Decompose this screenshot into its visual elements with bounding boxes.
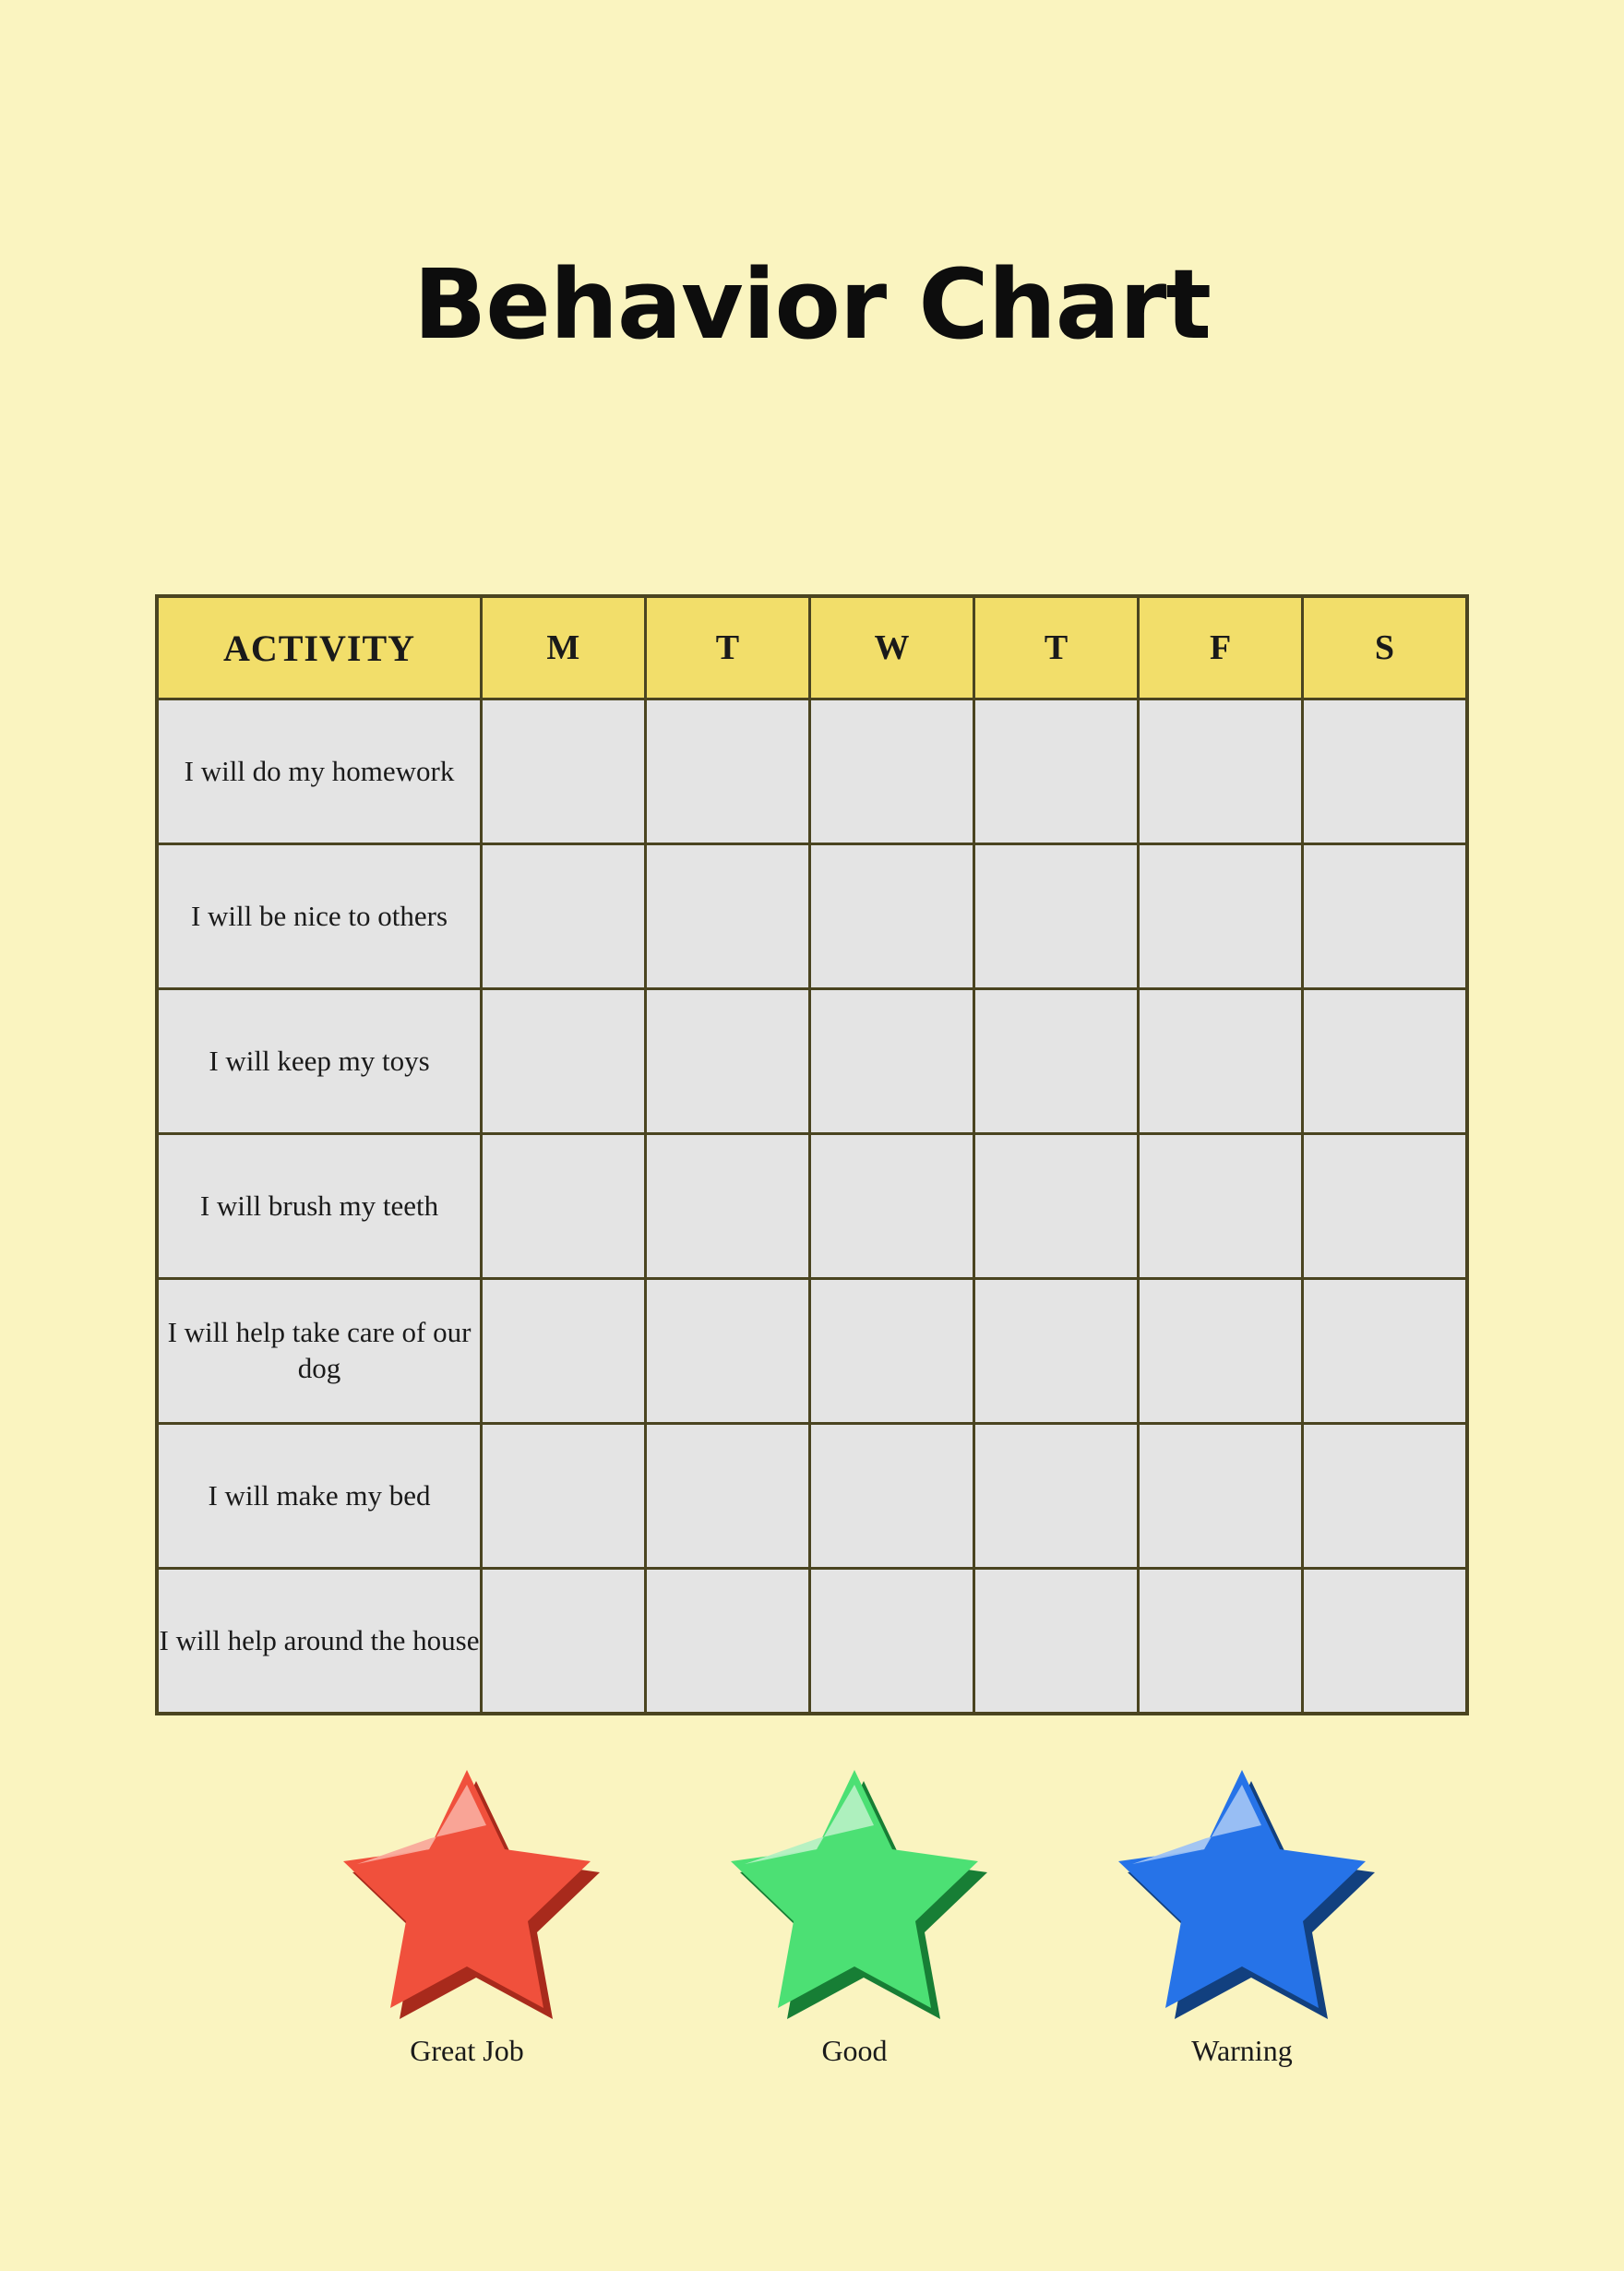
legend-item-great-job (273, 1753, 661, 2068)
mark-cell[interactable] (646, 989, 810, 1134)
table-header-row (157, 596, 1467, 699)
mark-cell[interactable] (1303, 844, 1467, 989)
table-header (157, 596, 1467, 699)
mark-cell[interactable] (1139, 844, 1303, 989)
mark-cell[interactable] (810, 1569, 974, 1715)
mark-cell[interactable] (646, 1279, 810, 1424)
mark-cell[interactable] (810, 699, 974, 844)
mark-cell[interactable] (482, 1134, 646, 1279)
mark-cell[interactable] (482, 844, 646, 989)
mark-cell[interactable] (1139, 1134, 1303, 1279)
mark-cell[interactable] (974, 1424, 1139, 1569)
mark-cell[interactable] (1139, 989, 1303, 1134)
legend (155, 1753, 1469, 2068)
mark-cell[interactable] (974, 844, 1139, 989)
legend-label: Warning (1191, 2034, 1293, 2067)
behavior-table-container (155, 594, 1469, 1715)
column-header-wednesday: W (810, 596, 974, 699)
page-title: Behavior Chart (413, 248, 1211, 361)
mark-cell[interactable] (810, 1279, 974, 1424)
activity-label: I will keep my toys (157, 989, 482, 1134)
star-icon (324, 1753, 610, 2021)
table-row (157, 1569, 1467, 1715)
table-row (157, 989, 1467, 1134)
mark-cell[interactable] (646, 1134, 810, 1279)
mark-cell[interactable] (482, 1279, 646, 1424)
table-body (157, 699, 1467, 1715)
mark-cell[interactable] (1139, 1569, 1303, 1715)
table-row (157, 844, 1467, 989)
table-row (157, 699, 1467, 844)
column-header-tuesday: T (646, 596, 810, 699)
column-header-activity: ACTIVITY (157, 596, 482, 699)
mark-cell[interactable] (974, 1134, 1139, 1279)
activity-label: I will be nice to others (157, 844, 482, 989)
mark-cell[interactable] (1303, 1134, 1467, 1279)
mark-cell[interactable] (1303, 1279, 1467, 1424)
mark-cell[interactable] (810, 989, 974, 1134)
table-row (157, 1279, 1467, 1424)
mark-cell[interactable] (810, 1134, 974, 1279)
column-header-friday: F (1139, 596, 1303, 699)
legend-label: Great Job (410, 2034, 524, 2067)
mark-cell[interactable] (646, 1569, 810, 1715)
mark-cell[interactable] (646, 1424, 810, 1569)
legend-item-warning (1048, 1753, 1436, 2068)
star-icon (711, 1753, 997, 2021)
mark-cell[interactable] (1303, 699, 1467, 844)
mark-cell[interactable] (482, 699, 646, 844)
activity-label: I will make my bed (157, 1424, 482, 1569)
behavior-table (155, 594, 1469, 1715)
column-header-thursday: T (974, 596, 1139, 699)
mark-cell[interactable] (810, 1424, 974, 1569)
activity-label: I will do my homework (157, 699, 482, 844)
mark-cell[interactable] (1303, 1424, 1467, 1569)
mark-cell[interactable] (810, 844, 974, 989)
mark-cell[interactable] (482, 1424, 646, 1569)
mark-cell[interactable] (1139, 699, 1303, 844)
column-header-monday: M (482, 596, 646, 699)
mark-cell[interactable] (646, 844, 810, 989)
column-header-saturday: S (1303, 596, 1467, 699)
mark-cell[interactable] (1303, 989, 1467, 1134)
activity-label: I will help around the house (157, 1569, 482, 1715)
mark-cell[interactable] (482, 989, 646, 1134)
legend-item-good (661, 1753, 1048, 2068)
table-row (157, 1424, 1467, 1569)
mark-cell[interactable] (974, 1569, 1139, 1715)
table-row (157, 1134, 1467, 1279)
mark-cell[interactable] (974, 1279, 1139, 1424)
legend-label: Good (821, 2034, 888, 2067)
mark-cell[interactable] (482, 1569, 646, 1715)
mark-cell[interactable] (1139, 1424, 1303, 1569)
activity-label: I will help take care of our dog (157, 1279, 482, 1424)
mark-cell[interactable] (974, 989, 1139, 1134)
mark-cell[interactable] (1139, 1279, 1303, 1424)
mark-cell[interactable] (646, 699, 810, 844)
mark-cell[interactable] (974, 699, 1139, 844)
activity-label: I will brush my teeth (157, 1134, 482, 1279)
mark-cell[interactable] (1303, 1569, 1467, 1715)
star-icon (1099, 1753, 1385, 2021)
